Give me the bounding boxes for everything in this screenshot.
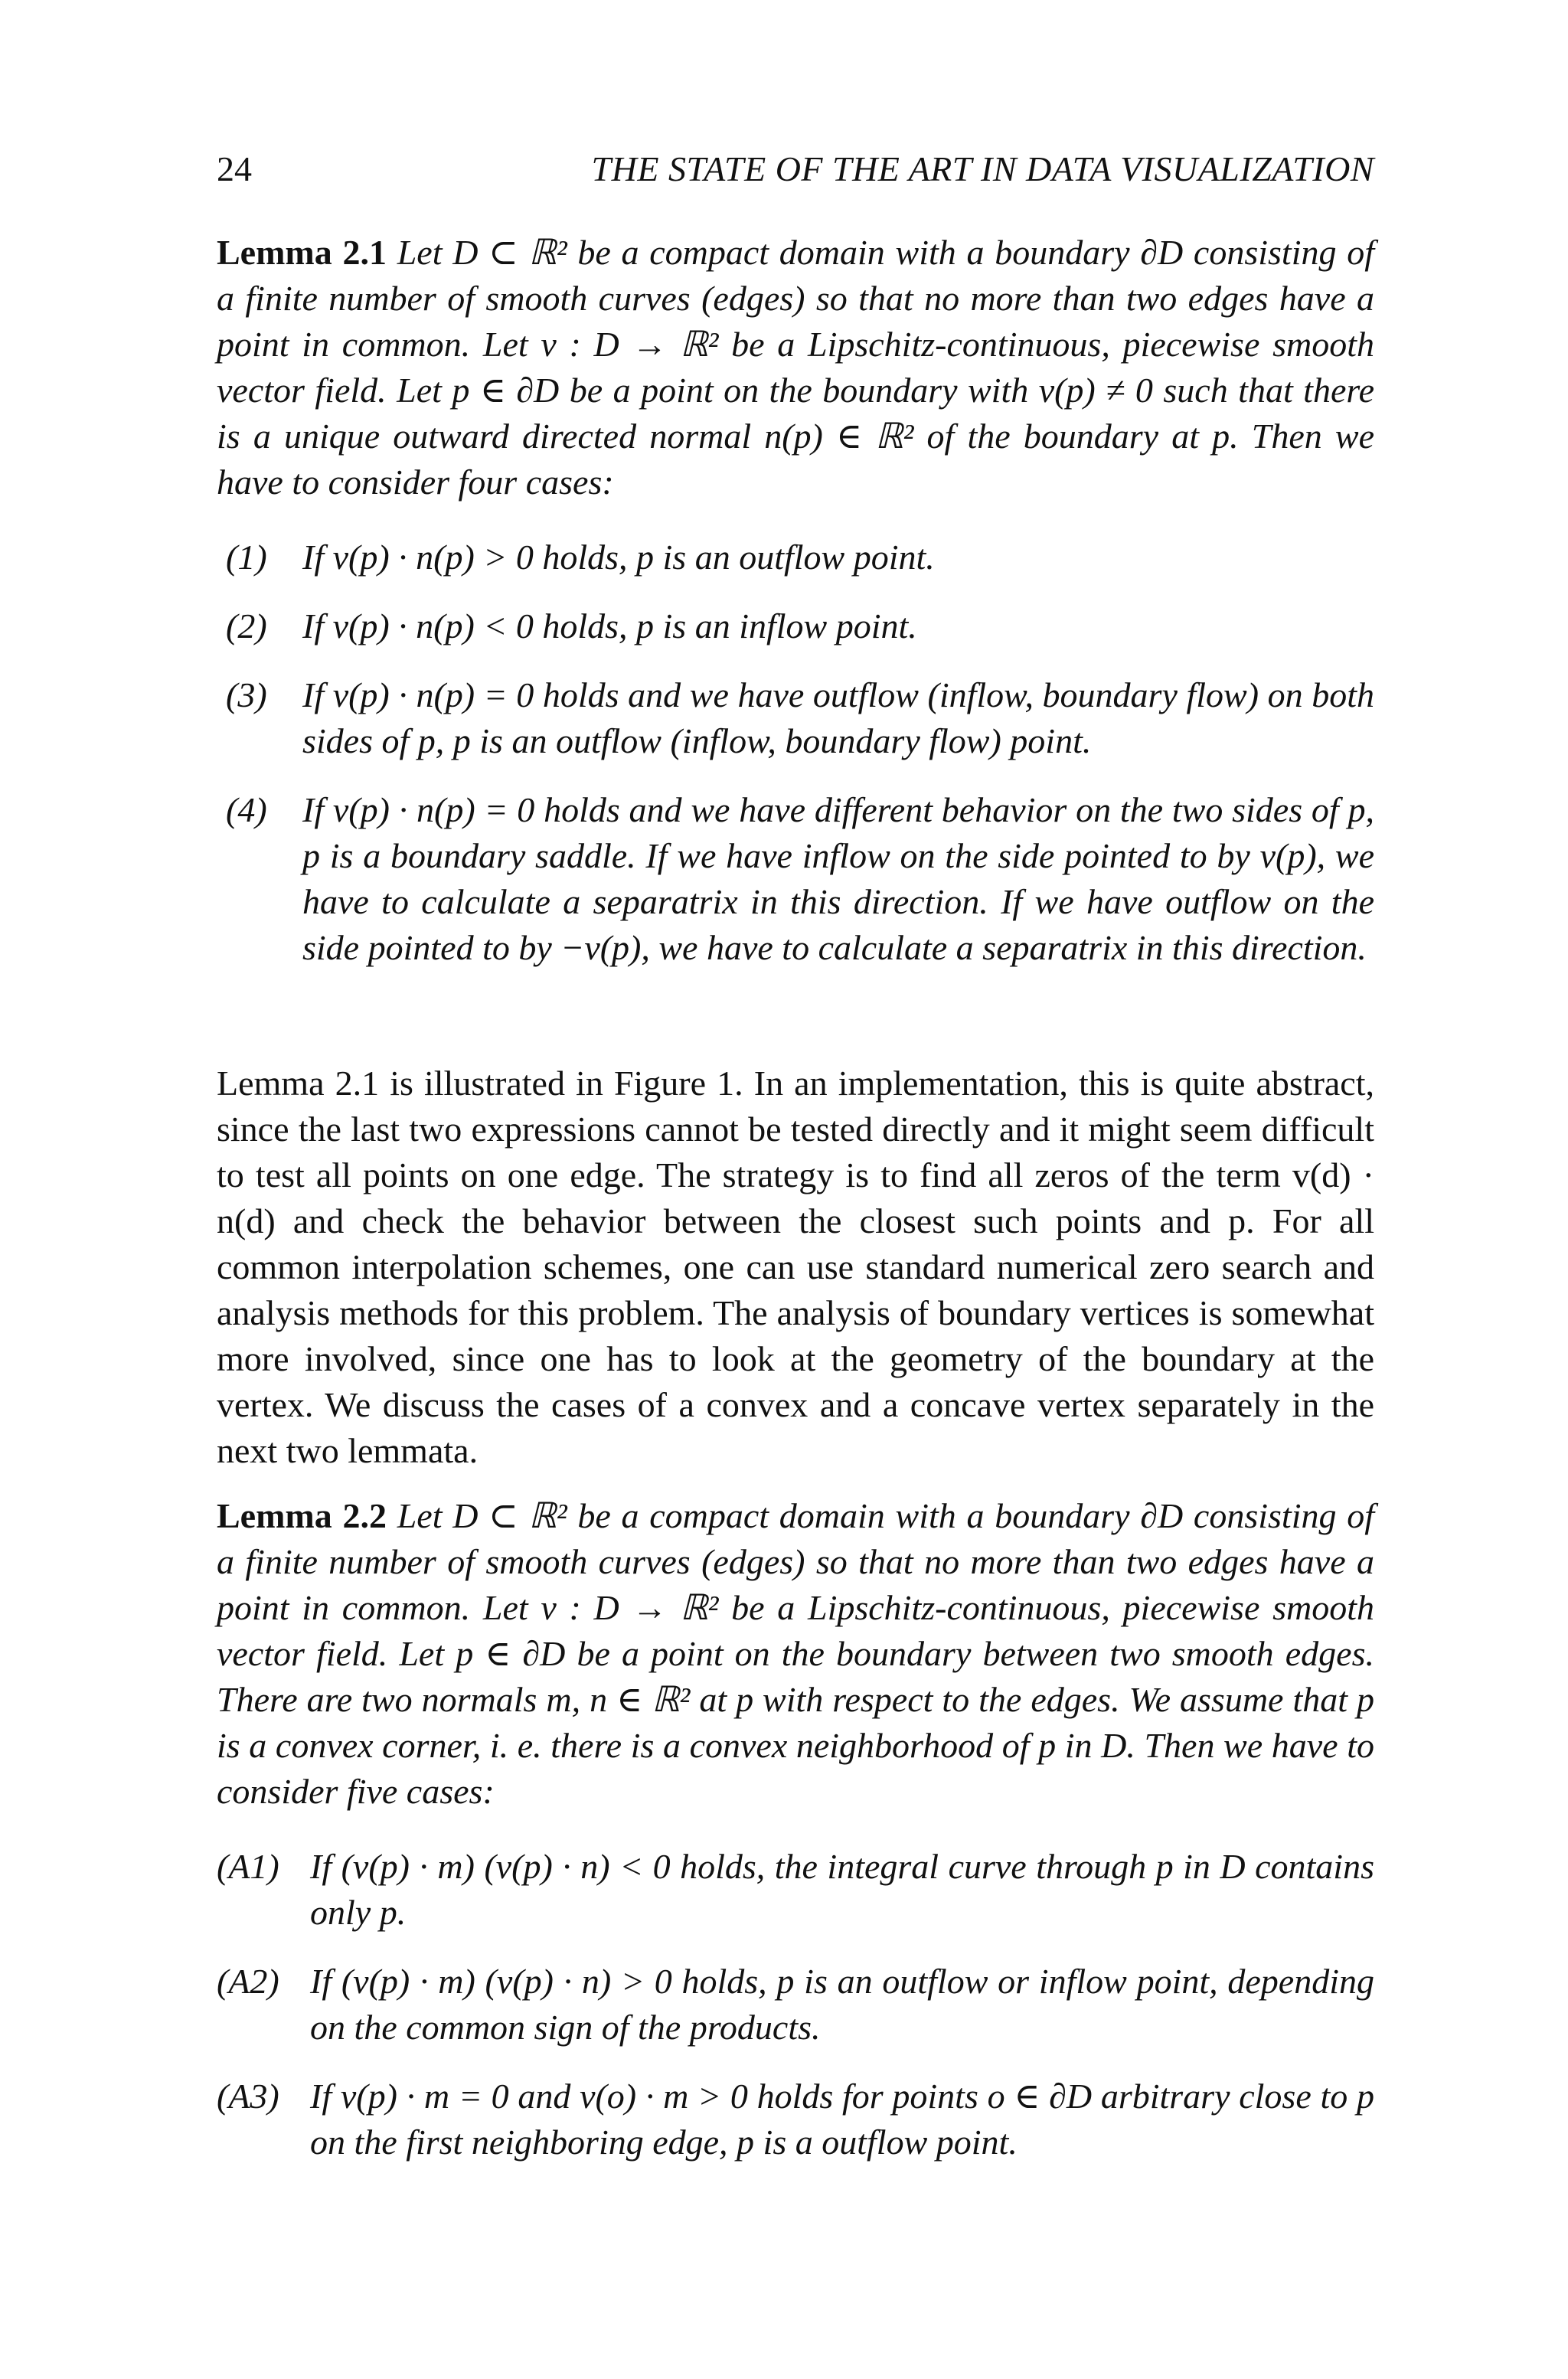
- case-text: If v(p) · n(p) = 0 holds and we have outflow (inflow, boundary flow) on both sides of p, p is an outflow (inflow, boundary flow) point.: [302, 675, 1374, 760]
- running-title: THE STATE OF THE ART IN DATA VISUALIZATION: [591, 149, 1374, 188]
- case-item: [217, 787, 1374, 971]
- case-item: [217, 672, 1374, 764]
- case-text: If v(p) · n(p) > 0 holds, p is an outflow point.: [302, 538, 935, 577]
- case-text: If v(p) · n(p) < 0 holds, p is an inflow point.: [302, 606, 917, 645]
- case-text: If (v(p) · m) (v(p) · n) > 0 holds, p is an outflow or inflow point, depending on the common sign of the products.: [310, 1962, 1374, 2047]
- lemma-label: Lemma 2.1: [217, 233, 387, 272]
- lemma-cases: [217, 1844, 1374, 2165]
- lemma-body: Let D ⊂ ℝ² be a compact domain with a boundary ∂D consisting of a finite number of smooth curves (edges) so that no more than two edges have a point in common. Let v : D → ℝ² be a Lipschitz-continuous, piecewise smooth vector field. Let p ∈ ∂D be a point on the boundary between two smooth edges. There are two normals m, n ∈ ℝ² at p with respect to the edges. We assume that p is a convex corner, i. e. there is a convex neighborhood of p in D. Then we have to consider five cases:: [217, 1496, 1374, 1811]
- case-item: [217, 1844, 1374, 1936]
- case-label: (1): [226, 538, 267, 577]
- case-item: [217, 534, 1374, 580]
- case-label: (A3): [217, 2077, 279, 2116]
- case-text: If v(p) · m = 0 and v(o) · m > 0 holds for points o ∈ ∂D arbitrary close to p on the first neighboring edge, p is a outflow point.: [310, 2077, 1374, 2162]
- running-head: [217, 149, 1374, 194]
- lemma-cases: [217, 534, 1374, 971]
- page-number: 24: [217, 149, 252, 188]
- case-label: (A1): [217, 1847, 279, 1886]
- lemma-body: Let D ⊂ ℝ² be a compact domain with a boundary ∂D consisting of a finite number of smooth curves (edges) so that no more than two edges have a point in common. Let v : D → ℝ² be a Lipschitz-continuous, piecewise smooth vector field. Let p ∈ ∂D be a point on the boundary with v(p) ≠ 0 such that there is a unique outward directed normal n(p) ∈ ℝ² of the boundary at p. Then we have to consider four cases:: [217, 233, 1374, 502]
- case-item: [217, 603, 1374, 649]
- case-text: If v(p) · n(p) = 0 holds and we have different behavior on the two sides of p, p is a boundary saddle. If we have inflow on the side pointed to by v(p), we have to calculate a separatrix in this direction. If we have outflow on the side pointed to by −v(p), we have to calculate a separatrix in this direction.: [302, 790, 1374, 967]
- lemma-statement: [217, 230, 1374, 505]
- lemma-label: Lemma 2.2: [217, 1496, 387, 1535]
- case-label: (3): [226, 675, 267, 714]
- case-item: [217, 1959, 1374, 2051]
- case-text: If (v(p) · m) (v(p) · n) < 0 holds, the integral curve through p in D contains only p.: [310, 1847, 1374, 1932]
- case-label: (A2): [217, 1962, 279, 2001]
- case-item: [217, 2073, 1374, 2165]
- lemma-statement: [217, 1493, 1374, 1815]
- case-label: (2): [226, 606, 267, 645]
- lemma-2-1: [217, 230, 1374, 994]
- case-label: (4): [226, 790, 267, 829]
- body-paragraph: Lemma 2.1 is illustrated in Figure 1. In an implementation, this is quite abstract, since the last two expressions cannot be tested directly and it might seem difficult to test all points on one edge. The strategy is to find all zeros of the term v(d) · n(d) and check the behavior between the closest such points and p. For all common interpolation schemes, one can use standard numerical zero search and analysis methods for this problem. The analysis of boundary vertices is somewhat more involved, since one has to look at the geometry of the boundary at the vertex. We discuss the cases of a convex and a concave vertex separately in the next two lemmata.: [217, 1064, 1374, 1470]
- lemma-2-2: [217, 1493, 1374, 2188]
